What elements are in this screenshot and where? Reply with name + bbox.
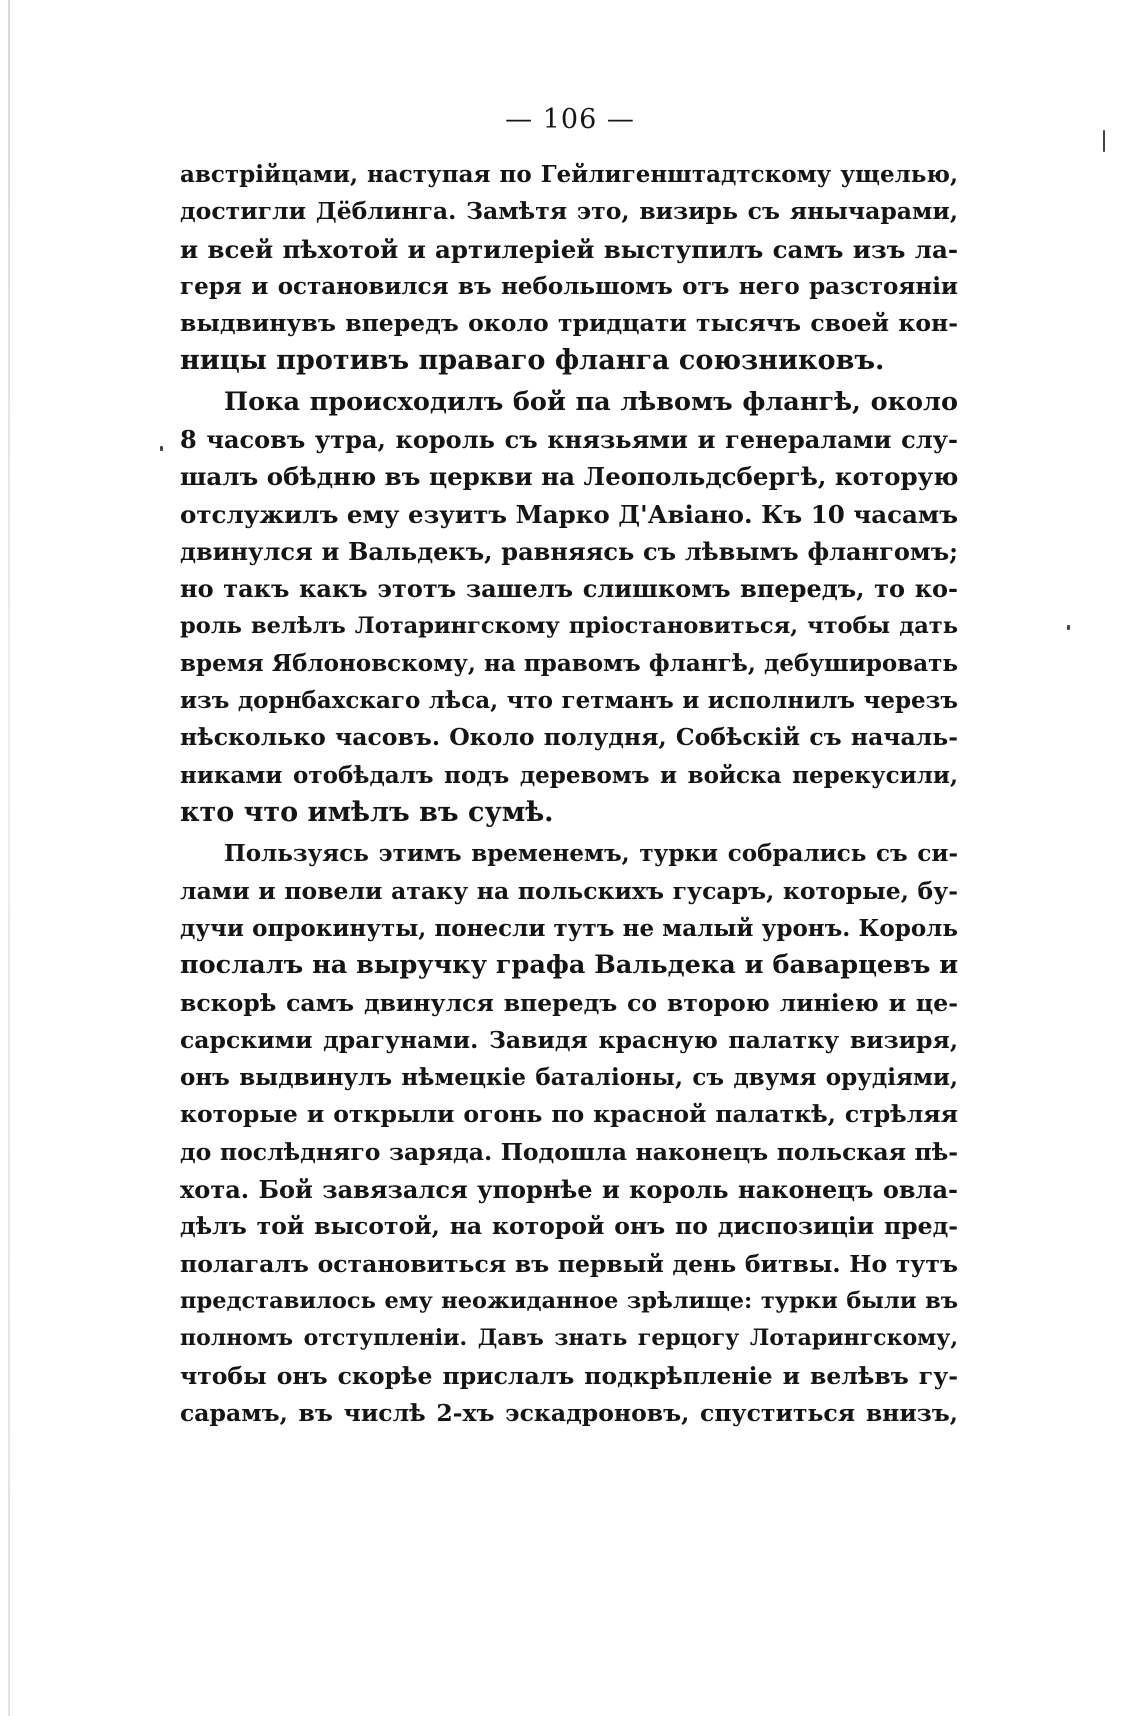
text-line: никами отобѣдалъ подъ деревомъ и войска перекусили, xyxy=(180,761,958,789)
text-line: и всей пѣхотой и артилеріей выступилъ самъ изъ ла- xyxy=(180,234,958,264)
text-line: онъ выдвинулъ нѣмецкіе баталіоны, съ двумя орудіями, xyxy=(180,1064,958,1092)
text-line: выдвинувъ впередъ около тридцати тысячъ своей кон- xyxy=(180,309,958,338)
text-line: чтобы онъ скорѣе прислалъ подкрѣпленіе и велѣвъ гу- xyxy=(180,1361,958,1390)
text-line: дучи опрокинуты, понесли тутъ не малый уронъ. Король xyxy=(180,914,958,942)
text-line: сарамъ, въ числѣ 2-хъ эскадроновъ, спуститься внизъ, xyxy=(180,1398,958,1427)
text-line: ницы противъ праваго фланга союзниковъ. xyxy=(180,345,885,377)
text-line: Пока происходилъ бой па лѣвомъ флангѣ, около xyxy=(224,386,958,417)
page-number: — 106 — xyxy=(505,104,635,135)
scan-edge-shadow xyxy=(8,0,10,1716)
text-line: геря и остановился въ небольшомъ отъ него разстояніи xyxy=(180,272,958,300)
text-line: представилось ему неожиданное зрѣлище: турки были въ xyxy=(180,1287,958,1314)
text-line: которые и открыли огонь по красной палаткѣ, стрѣляя xyxy=(180,1100,958,1129)
body-text xyxy=(180,156,958,1432)
text-line: австрійцами, наступая по Гейлигенштадтскому ущелью, xyxy=(180,161,958,188)
text-line: дѣлъ той высотой, на которой онъ по диспозиціи пред- xyxy=(180,1212,958,1241)
ink-speck xyxy=(1067,625,1070,630)
text-line: отслужилъ ему езуитъ Марко Д'Авіано. Къ 10 часамъ xyxy=(180,499,958,529)
text-line: но такъ какъ этотъ зашелъ слишкомъ впередъ, то ко- xyxy=(180,574,958,604)
text-line: до послѣдняго заряда. Подошла наконецъ польская пѣ- xyxy=(180,1137,958,1166)
text-line: вскорѣ самъ двинулся впередъ со второю линіею и це- xyxy=(180,988,958,1017)
text-line: 8 часовъ утра, король съ князьями и генералами слу- xyxy=(180,425,958,455)
text-line: хота. Бой завязался упорнѣе и король наконецъ овла- xyxy=(180,1175,958,1205)
text-line: полномъ отступленіи. Давъ знать герцогу Лотарингскому, xyxy=(180,1325,958,1352)
text-line: изъ дорнбахскаго лѣса, что гетманъ и исполнилъ черезъ xyxy=(180,687,958,715)
text-line: время Яблоновскому, на правомъ флангѣ, дебушировать xyxy=(180,649,958,677)
text-line: послалъ на выручку графа Вальдека и баварцевъ и xyxy=(180,950,959,981)
text-line: двинулся и Вальдекъ, равняясь съ лѣвымъ флангомъ; xyxy=(180,536,958,566)
text-line: шалъ обѣдню въ церкви на Леопольдсбергѣ, которую xyxy=(180,462,959,492)
text-line: лами и повели атаку на польскихъ гусаръ, которые, бу- xyxy=(180,876,958,905)
text-line: нѣсколько часовъ. Около полудня, Собѣскій съ началь- xyxy=(180,723,958,752)
text-line: Пользуясь этимъ временемъ, турки собрались съ си- xyxy=(224,840,958,868)
text-line: роль велѣлъ Лотарингскому пріостановиться, чтобы дать xyxy=(180,612,958,639)
text-line: достигли Дёблинга. Замѣтя это, визирь съ янычарами, xyxy=(180,197,958,226)
text-line: кто что имѣлъ въ сумѣ. xyxy=(180,797,554,829)
ink-speck xyxy=(160,446,163,451)
text-line: сарскими драгунами. Завидя красную палатку визиря, xyxy=(180,1025,958,1054)
text-line: полагалъ остановиться въ первый день битвы. Но тутъ xyxy=(180,1249,958,1278)
